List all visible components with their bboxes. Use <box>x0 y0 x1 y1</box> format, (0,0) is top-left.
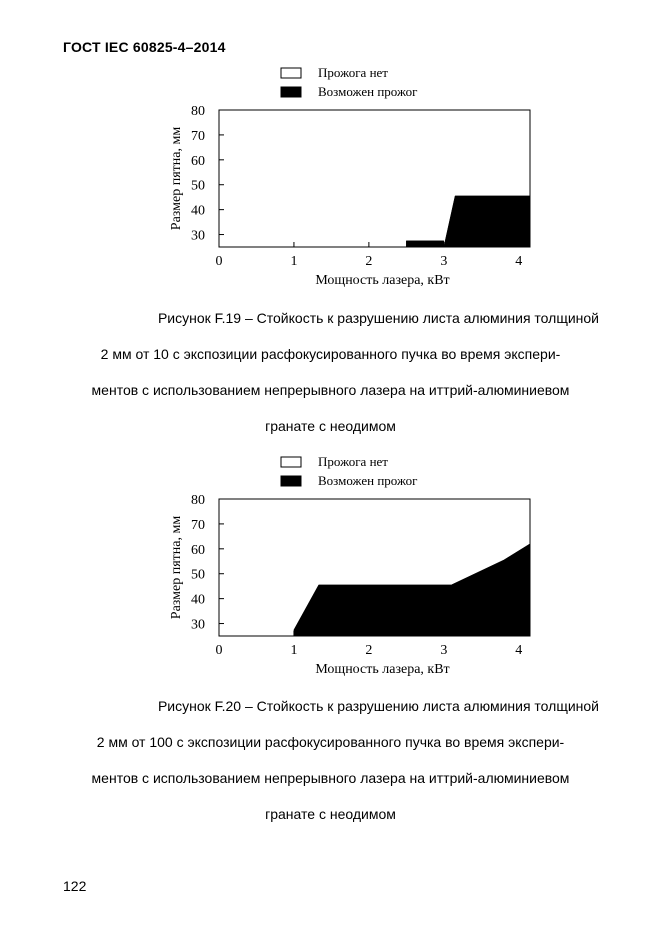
x-axis-label: Мощность лазера, кВт <box>315 273 450 288</box>
chart-svg <box>0 60 661 290</box>
x-tick-label: 0 <box>215 643 223 658</box>
caption-line: ментов с использованием непрерывного лазера на иттрий-алюминиевом <box>91 382 570 398</box>
legend-swatch <box>281 68 301 78</box>
burn-region-area <box>406 196 530 247</box>
y-axis-label: Размер пятна, мм <box>169 515 184 620</box>
legend-label: Возможен прожог <box>318 84 418 99</box>
y-tick-label: 50 <box>191 567 205 583</box>
y-tick-label: 40 <box>191 592 205 608</box>
y-tick-label: 70 <box>191 128 205 144</box>
chart-figure-f20 <box>0 449 661 677</box>
y-tick-label: 60 <box>191 153 205 169</box>
legend-label: Прожога нет <box>318 65 388 80</box>
x-tick-label: 2 <box>365 254 373 269</box>
caption-line: Рисунок F.19 – Стойкость к разрушению листа алюминия толщиной <box>157 310 599 326</box>
legend-label: Возможен прожог <box>318 473 418 488</box>
y-tick-label: 50 <box>191 178 205 194</box>
chart-figure-f19 <box>0 60 661 288</box>
x-tick-label: 0 <box>215 254 223 269</box>
legend-swatch <box>281 476 301 486</box>
burn-region-area <box>294 544 530 636</box>
y-tick-label: 40 <box>191 203 205 219</box>
caption-line: 2 мм от 10 с экспозиции расфокусированного пучка во время экспери- <box>100 346 561 362</box>
x-tick-label: 3 <box>440 254 448 269</box>
chart-svg <box>0 449 661 679</box>
legend-swatch <box>281 87 301 97</box>
legend-label: Прожога нет <box>318 454 388 469</box>
y-tick-label: 30 <box>191 228 205 244</box>
caption-line: ментов с использованием непрерывного лазера на иттрий-алюминиевом <box>91 770 570 786</box>
y-tick-label: 60 <box>191 542 205 558</box>
caption-line: гранате с неодимом <box>265 418 396 434</box>
caption-figure-f19 <box>40 300 621 444</box>
x-tick-label: 4 <box>515 254 523 269</box>
document-header: ГОСТ IEC 60825-4–2014 <box>63 39 226 55</box>
caption-figure-f20 <box>40 688 621 832</box>
x-tick-label: 2 <box>365 643 373 658</box>
y-axis-label: Размер пятна, мм <box>169 126 184 231</box>
y-tick-label: 70 <box>191 517 205 533</box>
x-tick-label: 1 <box>290 254 298 269</box>
x-axis-label: Мощность лазера, кВт <box>315 662 450 677</box>
y-tick-label: 30 <box>191 617 205 633</box>
legend-swatch <box>281 457 301 467</box>
x-tick-label: 3 <box>440 643 448 658</box>
x-tick-label: 1 <box>290 643 298 658</box>
caption-line: Рисунок F.20 – Стойкость к разрушению листа алюминия толщиной <box>157 698 599 714</box>
page-number: 122 <box>63 878 87 894</box>
y-tick-label: 80 <box>191 104 205 119</box>
caption-line: гранате с неодимом <box>265 806 396 822</box>
x-tick-label: 4 <box>515 643 523 658</box>
y-tick-label: 80 <box>191 493 205 508</box>
caption-line: 2 мм от 100 с экспозиции расфокусированного пучка во время экспери- <box>96 734 565 750</box>
